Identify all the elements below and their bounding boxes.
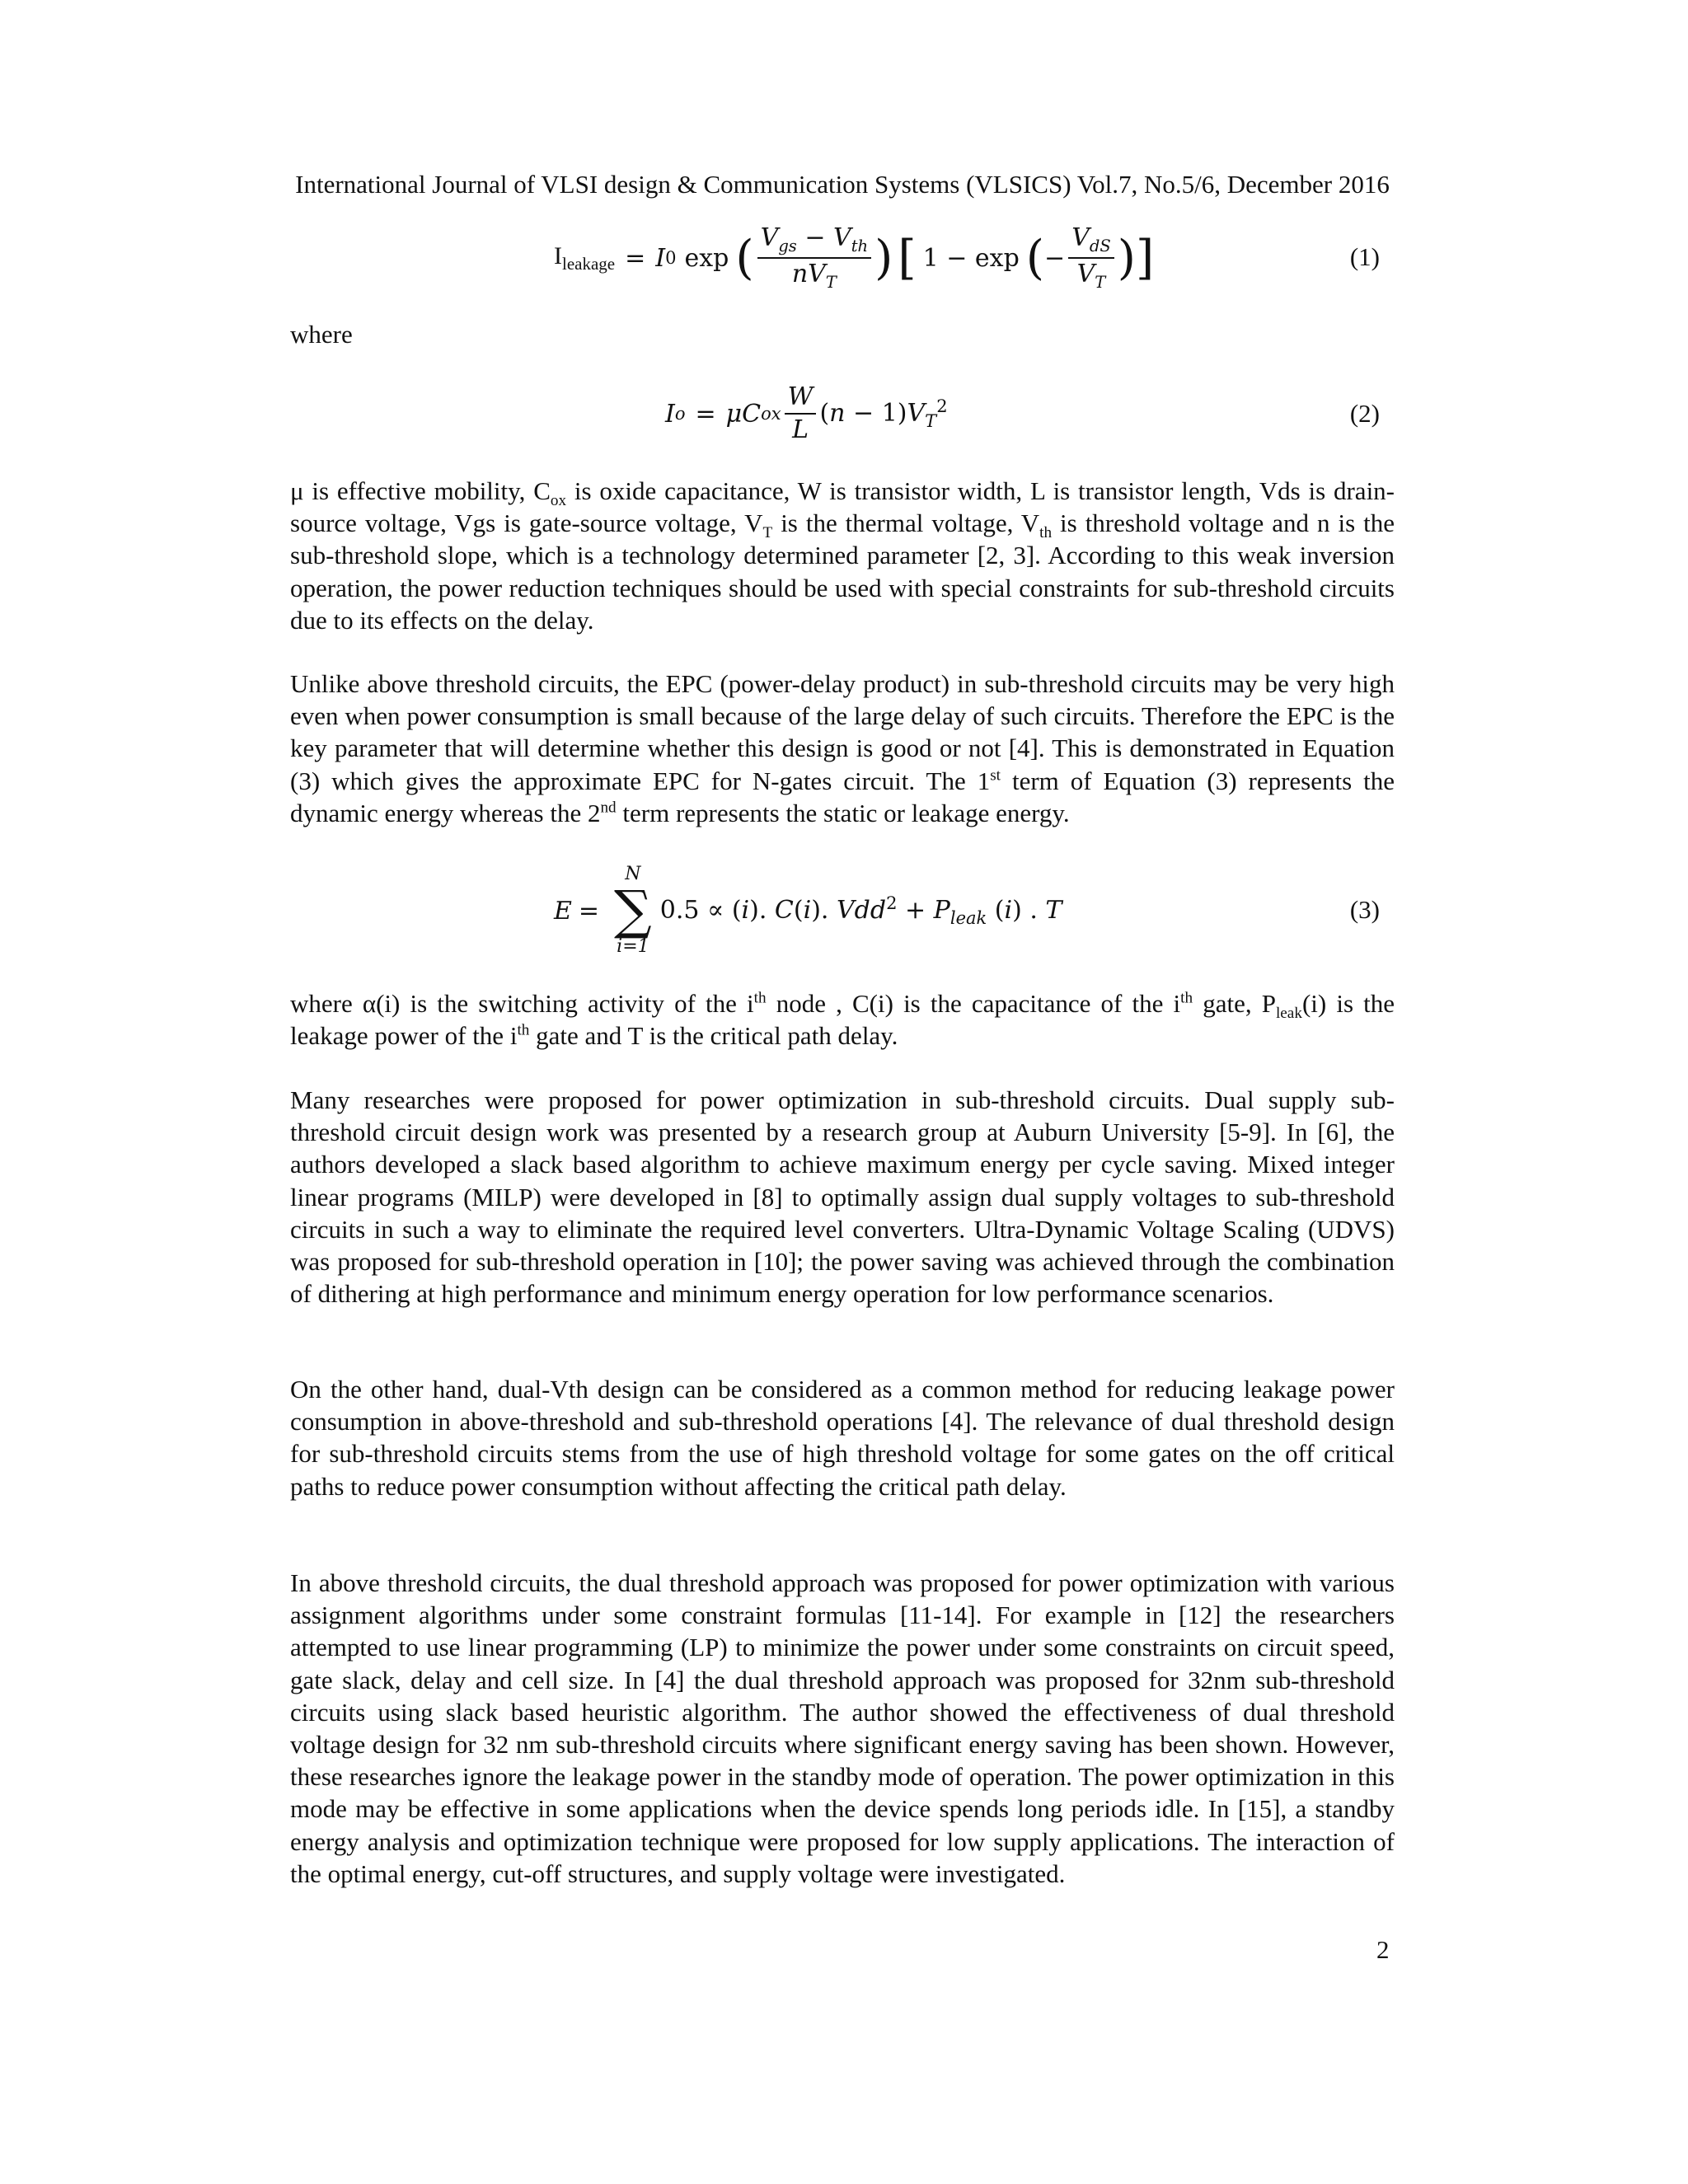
where-label: where: [290, 320, 353, 349]
p3-sup-3: th: [517, 1021, 530, 1039]
equation-2-body: I o = μC ox $\frac{W}{L}$ $(n - 1)V_T^2$: [665, 382, 948, 444]
p2-text-c: term represents the static or leakage energy.: [616, 798, 1070, 827]
p1-sub-t: T: [762, 524, 773, 542]
p1-sub-th: th: [1039, 524, 1053, 542]
paragraph-4: Many researches were proposed for power optimization in sub-threshold circuits. Dual supply sub-threshold circuit design work was presented by a research group at Auburn University [5-9]. In [6], the authors developed a slack based algorithm to achieve maximum energy per cycle saving. Mixed integer linear programs (MILP) were developed in [8] to optimally assign dual supply voltages to sub-threshold circuits in such a way to eliminate the required level converters. Ultra-Dynamic Voltage Scaling (UDVS) was proposed for sub-threshold operation in [10]; the power saving was achieved through the combination of dithering at high performance and minimum energy operation for low performance scenarios.: [290, 1085, 1395, 1309]
equation-3-number: (3): [1349, 895, 1380, 924]
equation-1-number: (1): [1349, 242, 1380, 271]
paragraph-2: [290, 668, 1395, 829]
p3-text-e: gate and T is the critical path delay.: [529, 1021, 898, 1051]
journal-header: International Journal of VLSI design & Communication Systems (VLSICS) Vol.7, No.5/6, December 2016: [295, 170, 1390, 199]
p2-text-b: term of Equation (3) represents the dynamic energy whereas the 2: [290, 766, 1395, 827]
paragraph-6: In above threshold circuits, the dual threshold approach was proposed for power optimization with various assignment algorithms under some constraint formulas [11-14]. For example in [12] the researchers attempted to use linear programming (LP) to minimize the power under some constraints on circuit speed, gate slack, delay and cell size. In [4] the dual threshold approach was proposed for 32nm sub-threshold circuits using slack based heuristic algorithm. The author showed the effectiveness of dual threshold voltage design for 32 nm sub-threshold circuits where significant energy saving has been shown. However, these researches ignore the leakage power in the standby mode of operation. The power optimization in this mode may be effective in some applications when the device spends long periods idle. In [15], a standby energy analysis and optimization technique were proposed for low supply applications. The interaction of the optimal energy, cut-off structures, and supply voltage were investigated.: [290, 1568, 1395, 1888]
paragraph-5: On the other hand, dual-Vth design can be considered as a common method for reducing leakage power consumption in above-threshold and sub-threshold operations [4]. The relevance of dual threshold design for sub-threshold circuits stems from the use of high threshold voltage for some gates on the off critical paths to reduce power consumption without affecting the critical path delay.: [290, 1375, 1395, 1501]
p1-text-d: is threshold voltage and n is the sub-threshold slope, which is a technology determined parameter [2, 3]. According to this weak inversion operation, the power reduction techniques should be used with special constraints for sub-threshold circuits due to its effects on the delay.: [290, 509, 1395, 635]
paragraph-3: [290, 987, 1395, 1052]
p2-sup-st: st: [990, 766, 1001, 785]
p3-sub-leak: leak: [1275, 1005, 1302, 1023]
equation-2-number: (2): [1349, 399, 1380, 428]
p1-text-c: is the thermal voltage, V: [772, 509, 1040, 538]
equation-3: [290, 857, 1395, 964]
p2-sup-nd: nd: [600, 799, 617, 817]
p1-text-a: μ is effective mobility, C: [290, 476, 551, 505]
equation-1: [290, 213, 1395, 303]
p1-sub-ox: ox: [550, 492, 567, 510]
p1-text-b: is oxide capacitance, W is transistor width, L is transistor length, Vds is drain-source voltage, Vgs is gate-source voltage, V: [290, 476, 1395, 538]
equation-2: [290, 373, 1395, 455]
p3-sup-1: th: [753, 989, 767, 1007]
equation-1-body: $I_{leakage}$ = I 0 exp ( $\frac{V_{gs} - V_{th}}{nV_T}$ ) [ 1 − exp ( − $\frac{V_{dS}}{V_T}$ ) ]: [554, 223, 1155, 292]
p3-sup-2: th: [1180, 989, 1193, 1007]
p2-text-a: Unlike above threshold circuits, the EPC (power-delay product) in sub-threshold circuits may be very high even when power consumption is small because of the large delay of such circuits. Therefore the EPC is the key parameter that will determine whether this design is good or not [4]. This is demonstrated in Equation (3) which gives the approximate EPC for N-gates circuit. The 1: [290, 669, 1395, 795]
p3-text-d: (i) is the leakage power of the i: [290, 989, 1395, 1051]
p3-text-b: node , C(i) is the capacitance of the i: [766, 989, 1181, 1018]
equation-3-body: E = N ∑ i=1 0.5 ∝ (i). C(i). $Vdd^2 + P_{leak}$ (i) . T: [554, 863, 1062, 957]
page-number: 2: [1376, 1935, 1390, 1964]
p3-text-c: gate, P: [1193, 989, 1276, 1018]
paragraph-1: [290, 475, 1395, 636]
p3-text-a: where α(i) is the switching activity of the i: [290, 989, 754, 1018]
